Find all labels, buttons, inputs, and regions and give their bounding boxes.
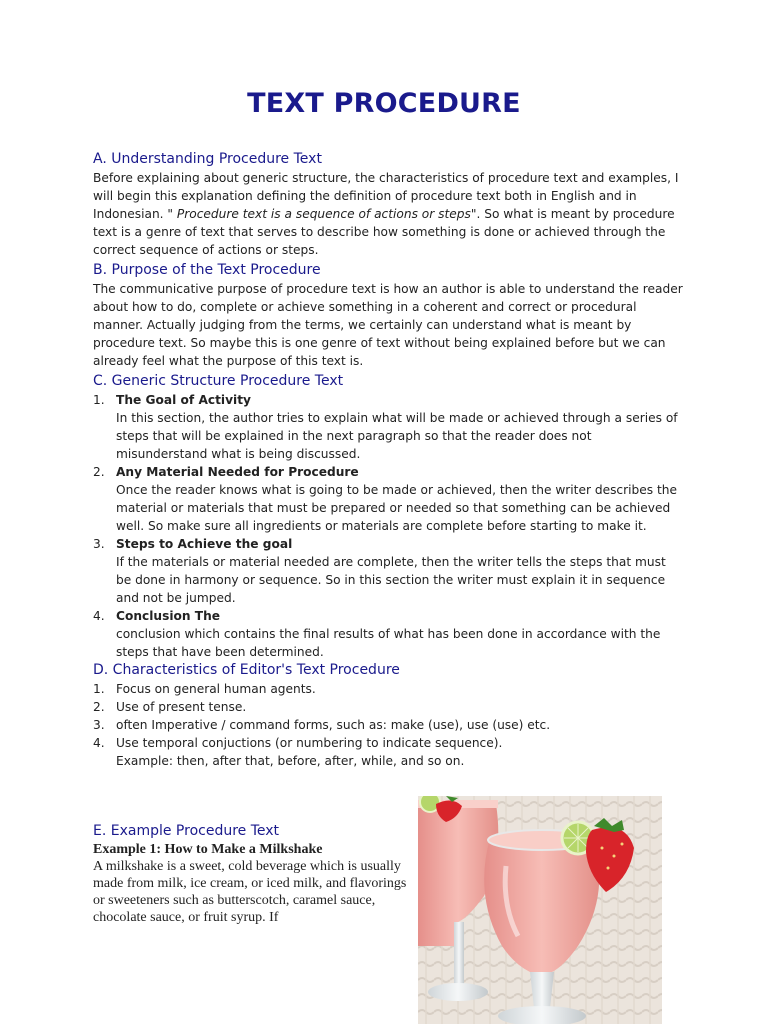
section-paragraph: The communicative purpose of procedure text is how an author is able to understand the reader about how to do, complete or achieve something in a coherent and correct or procedural manner. Actually judging from the terms, we certainly can understand what is meant by procedure text. So maybe this is one genre of text without being explained before but we can already feel what the purpose of this text is. <box>93 282 683 368</box>
page-title: TEXT PROCEDURE <box>247 88 521 119</box>
milkshake-photo <box>418 796 662 1024</box>
section-generic-structure <box>93 372 683 661</box>
list-number: 4. <box>93 736 105 750</box>
list-number: 1. <box>93 393 105 407</box>
example-text: A milkshake is a sweet, cold beverage which is usually made from milk, ice cream, or iced milk, and flavorings or sweeteners such as butterscotch, caramel sauce, chocolate sauce, or fruit syrup. If <box>93 859 407 925</box>
section-understanding <box>93 150 683 259</box>
structure-list <box>93 391 683 661</box>
section-purpose <box>93 261 683 370</box>
example-block <box>93 841 409 926</box>
list-item-title: Conclusion The <box>116 609 221 623</box>
list-item-text: If the materials or material needed are complete, then the writer tells the steps that must be done in harmony or sequence. So in this section the writer must explain it in sequence and not be jumped. <box>116 555 666 605</box>
list-item <box>93 607 683 661</box>
list-number: 2. <box>93 700 105 714</box>
list-item-text: often Imperative / command forms, such as: make (use), use (use) etc. <box>116 718 551 732</box>
section-paragraph <box>93 169 683 259</box>
list-item <box>93 391 683 463</box>
section-heading: C. Generic Structure Procedure Text <box>93 373 344 389</box>
list-item <box>93 535 683 607</box>
list-item <box>93 716 683 734</box>
list-item-text: Use temporal conjuctions (or numbering to indicate sequence). <box>116 736 503 750</box>
list-item-text: Once the reader knows what is going to be made or achieved, then the writer describes the material or materials that must be prepared or needed so that something can be achieved well. So make sure all ingredients or materials are complete before starting to make it. <box>116 483 677 533</box>
list-item-text: In this section, the author tries to explain what will be made or achieved through a series of steps that will be explained in the next paragraph so that the reader does not misunderstand what is being discussed. <box>116 411 678 461</box>
section-heading: E. Example Procedure Text <box>93 823 280 839</box>
list-item-title: The Goal of Activity <box>116 393 251 407</box>
paragraph-text: . So what is meant by procedure text is a genre of text that serves to describe how something is done or achieved through the correct sequence of actions or steps. <box>93 207 675 257</box>
list-number: 3. <box>93 537 105 551</box>
example-title: Example 1: How to Make a Milkshake <box>93 842 323 857</box>
list-number: 4. <box>93 609 105 623</box>
section-heading: A. Understanding Procedure Text <box>93 151 322 167</box>
list-item <box>93 734 683 770</box>
section-heading: B. Purpose of the Text Procedure <box>93 262 321 278</box>
list-item-example: Example: then, after that, before, after, while, and so on. <box>116 754 465 768</box>
document-body <box>93 150 683 770</box>
characteristics-list <box>93 680 683 770</box>
list-item-title: Any Material Needed for Procedure <box>116 465 359 479</box>
list-item <box>93 680 683 698</box>
list-item-text: Focus on general human agents. <box>116 682 316 696</box>
list-item <box>93 698 683 716</box>
section-heading: D. Characteristics of Editor's Text Procedure <box>93 662 400 678</box>
list-item <box>93 463 683 535</box>
list-number: 3. <box>93 718 105 732</box>
definition-quote: Procedure text is a sequence of actions or steps" <box>176 207 477 221</box>
list-item-text: conclusion which contains the final results of what has been done in accordance with the steps that have been determined. <box>116 627 661 659</box>
list-number: 2. <box>93 465 105 479</box>
list-item-title: Steps to Achieve the goal <box>116 537 293 551</box>
list-item-text: Use of present tense. <box>116 700 247 714</box>
section-characteristics <box>93 661 683 770</box>
list-number: 1. <box>93 682 105 696</box>
paragraph-text: Before explaining about generic structure, the characteristics of procedure text and examples, I will begin this explanation defining the definition of procedure text both in English and in Indonesian. " <box>93 171 679 221</box>
strawberry-milkshake-photo <box>418 796 662 1024</box>
